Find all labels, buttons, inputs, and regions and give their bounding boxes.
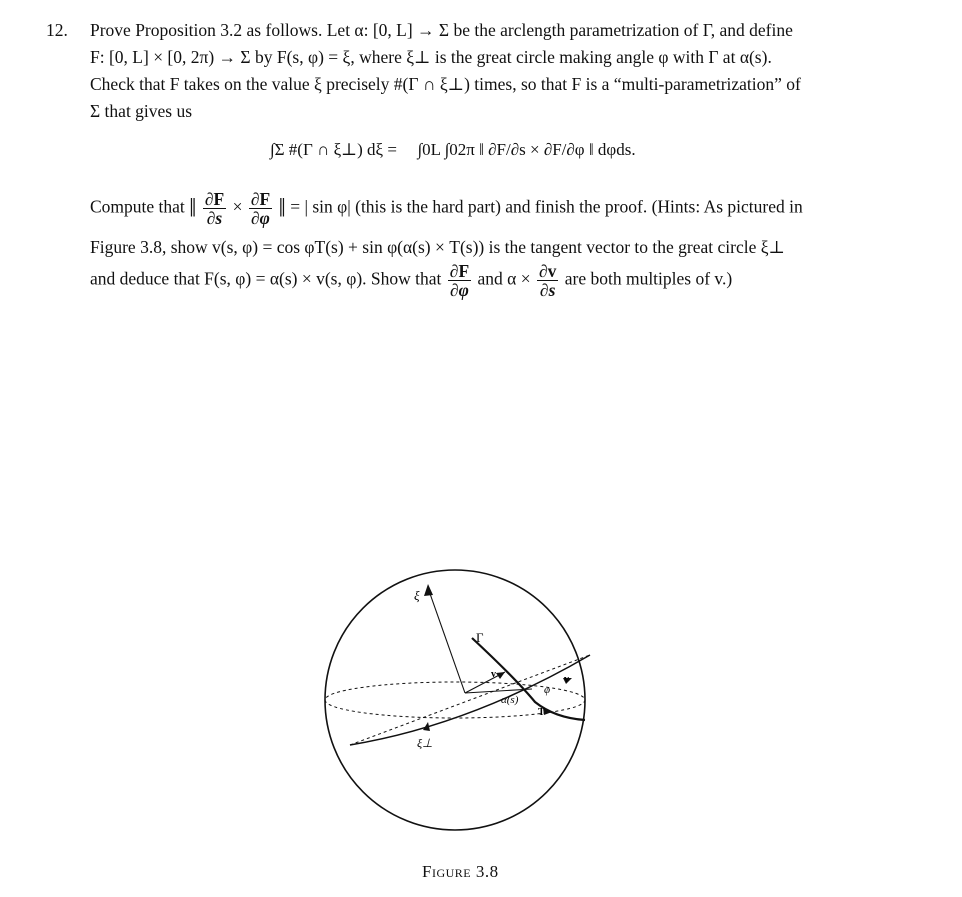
and-alpha-text: and α × bbox=[477, 268, 531, 289]
sphere-outline bbox=[325, 570, 585, 830]
compute-that-text: Compute that bbox=[90, 196, 185, 217]
label-gamma: Γ bbox=[476, 630, 484, 645]
label-v-outer: v bbox=[564, 674, 569, 685]
problem-text-line-4: Σ that gives us bbox=[90, 101, 193, 121]
sphere-figure bbox=[300, 560, 620, 840]
sin-phi-text: = | sin φ| (this is the hard part) and finish the proof. (Hints: As pictured in bbox=[290, 196, 803, 217]
figure-caption: Figure 3.8 bbox=[422, 862, 499, 881]
xi-arrowhead bbox=[424, 584, 433, 596]
label-phi: φ bbox=[544, 684, 551, 696]
problem-text-line-5: Compute that ‖ $\frac{\partial F}{\partial s}$ × $\frac{\partial F}{\partial\varphi}$ ‖ = | sin φ| (this is the hard part) and finish the proof. (Hints: As pictured in bbox=[90, 189, 803, 228]
label-v-inner: v bbox=[491, 669, 496, 680]
equation-rhs: ∫0L ∫02π ‖ ∂F/∂s × ∂F/∂φ ‖ dφds. bbox=[417, 140, 636, 159]
display-equation bbox=[270, 140, 636, 160]
xi-perp-dashed-back bbox=[350, 655, 590, 745]
deduce-text: and deduce that F(s, φ) = α(s) × v(s, φ). Show that bbox=[90, 268, 442, 289]
xi-perp-arrowhead bbox=[423, 722, 430, 731]
problem-text-line-1: Prove Proposition 3.2 as follows. Let α: [0, L] → Σ be the arclength parametrization of Γ, and define bbox=[90, 20, 793, 40]
equation-lhs: ∫Σ #(Γ ∩ ξ⊥) dξ = bbox=[270, 140, 397, 159]
label-xi: ξ bbox=[414, 588, 420, 603]
fraction-dF-dphi-2: $\frac{\partial F}{\partial\varphi}$ bbox=[449, 261, 470, 300]
problem-text-line-7 bbox=[90, 262, 732, 299]
fraction-dv-ds: $\frac{\partial v}{\partial s}$ bbox=[538, 261, 557, 300]
problem-number: 12. bbox=[46, 20, 68, 40]
problem-text-line-2: F: [0, L] × [0, 2π) → Σ by F(s, φ) = ξ, where ξ⊥ is the great circle making angle φ with Γ at α(s). bbox=[90, 47, 772, 67]
label-alpha-s: α(s) bbox=[501, 694, 519, 706]
fraction-dF-ds: $\frac{\partial F}{\partial s}$ bbox=[204, 189, 225, 228]
problem-text-line-6: Figure 3.8, show v(s, φ) = cos φT(s) + sin φ(α(s) × T(s)) is the tangent vector to the great circle ξ⊥ bbox=[90, 237, 785, 257]
fraction-dF-dphi: $\frac{\partial F}{\partial\varphi}$ bbox=[250, 189, 271, 228]
xi-axis bbox=[428, 588, 465, 693]
problem-text-line-3: Check that F takes on the value ξ precisely #(Γ ∩ ξ⊥) times, so that F is a “multi-parametrization” of bbox=[90, 74, 801, 94]
multiples-text: are both multiples of v.) bbox=[564, 268, 733, 289]
label-T: T bbox=[538, 707, 545, 718]
label-xi-perp: ξ⊥ bbox=[417, 736, 433, 750]
